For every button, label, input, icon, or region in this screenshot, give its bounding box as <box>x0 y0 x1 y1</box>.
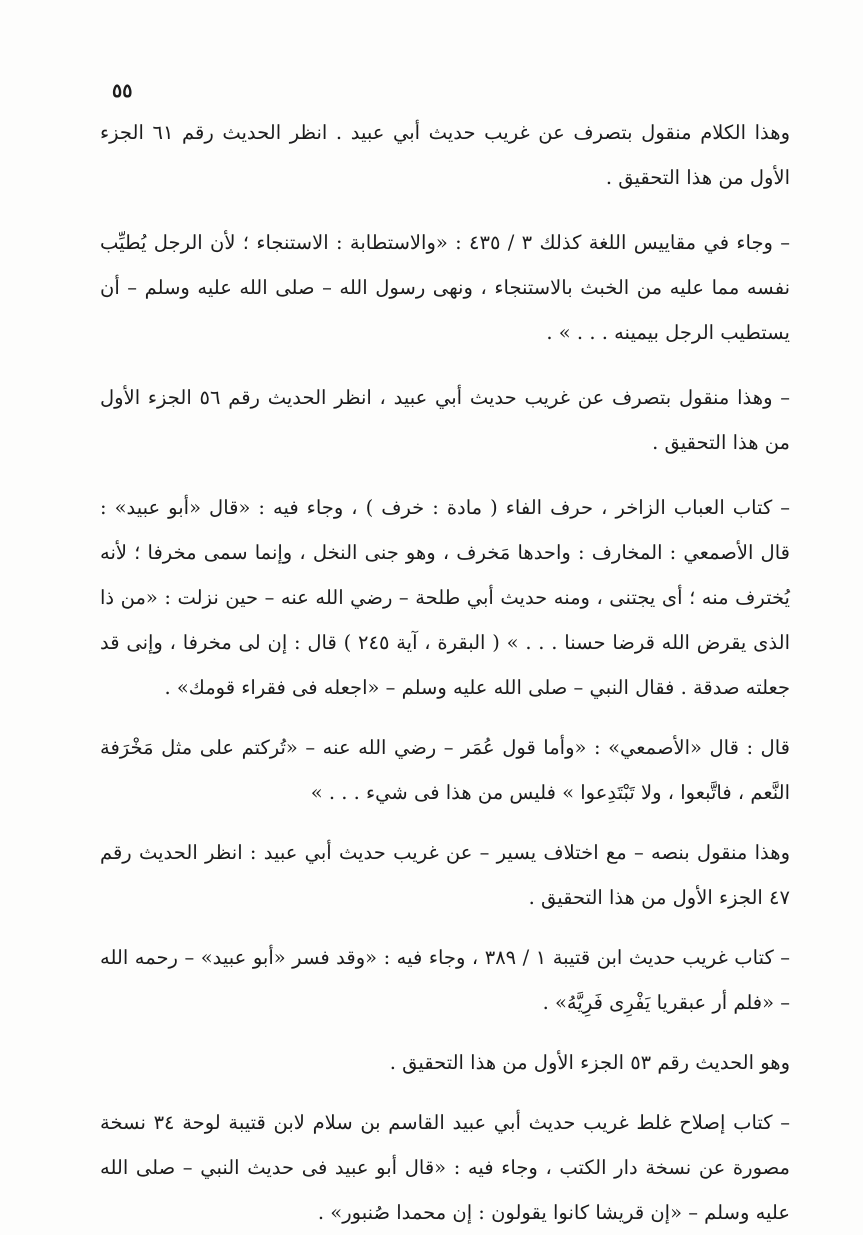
paragraph-1: وهذا الكلام منقول بتصرف عن غريب حديث أبي عبيد . انظر الحديث رقم ٦١ الجزء الأول من هذا التحقيق . <box>100 121 790 189</box>
paragraph-8: وهو الحديث رقم ٥٣ الجزء الأول من هذا التحقيق . <box>389 1051 790 1074</box>
page-number: ٥٥ <box>112 80 133 102</box>
paragraph-5: قال : قال «الأصمعي» : «وأما قول عُمَر – رضي الله عنه – «تُركتم على مثل مَخْرَفة النَّعم ، فاتَّبعوا ، ولا تَبْتَدِعوا » فليس من هذا فى شيء . . . » <box>100 736 790 804</box>
paragraph-7: – كتاب غريب حديث ابن قتيبة ١ / ٣٨٩ ، وجاء فيه : «وقد فسر «أبو عبيد» – رحمه الله – «فلم أر عبقريا يَفْرِى فَرِيَّهُ» . <box>100 946 791 1014</box>
paragraph-2: – وجاء في مقاييس اللغة كذلك ٣ / ٤٣٥ : «والاستطابة : الاستنجاء ؛ لأن الرجل يُطيِّب نفسه مما عليه من الخبث بالاستنجاء ، ونهى رسول الله – صلى الله عليه وسلم – أن يستطيب الرجل بيمينه . . . » . <box>100 231 790 344</box>
page-body <box>100 110 790 1235</box>
paragraph-3: – وهذا منقول بتصرف عن غريب حديث أبي عبيد ، انظر الحديث رقم ٥٦ الجزء الأول من هذا التحقيق . <box>100 386 790 454</box>
paragraph-4: – كتاب العباب الزاخر ، حرف الفاء ( مادة : خرف ) ، وجاء فيه : «قال «أبو عبيد» : قال الأصمعي : المخارف : واحدها مَخرف ، وهو جنى النخل ، وإنما سمى مخرفا ؛ لأنه يُخترف منه ؛ أى يجتنى ، ومنه حديث أبي طلحة – رضي الله عنه – حين نزلت : «من ذا الذى يقرض الله قرضا حسنا . . . » ( البقرة ، آية ٢٤٥ ) قال : إن لى مخرفا ، وإنى قد جعلته صدقة . فقال النبي – صلى الله عليه وسلم – «اجعله فى فقراء قومك» . <box>100 496 791 699</box>
paragraph-6: وهذا منقول بنصه – مع اختلاف يسير – عن غريب حديث أبي عبيد : انظر الحديث رقم ٤٧ الجزء الأول من هذا التحقيق . <box>100 841 790 909</box>
paragraph-9: – كتاب إصلاح غلط غريب حديث أبي عبيد القاسم بن سلام لابن قتيبة لوحة ٣٤ نسخة مصورة عن نسخة دار الكتب ، وجاء فيه : «قال أبو عبيد فى حديث النبي – صلى الله عليه وسلم – «إن قريشا كانوا يقولون : إن محمدا صُنبور» . <box>100 1111 790 1224</box>
